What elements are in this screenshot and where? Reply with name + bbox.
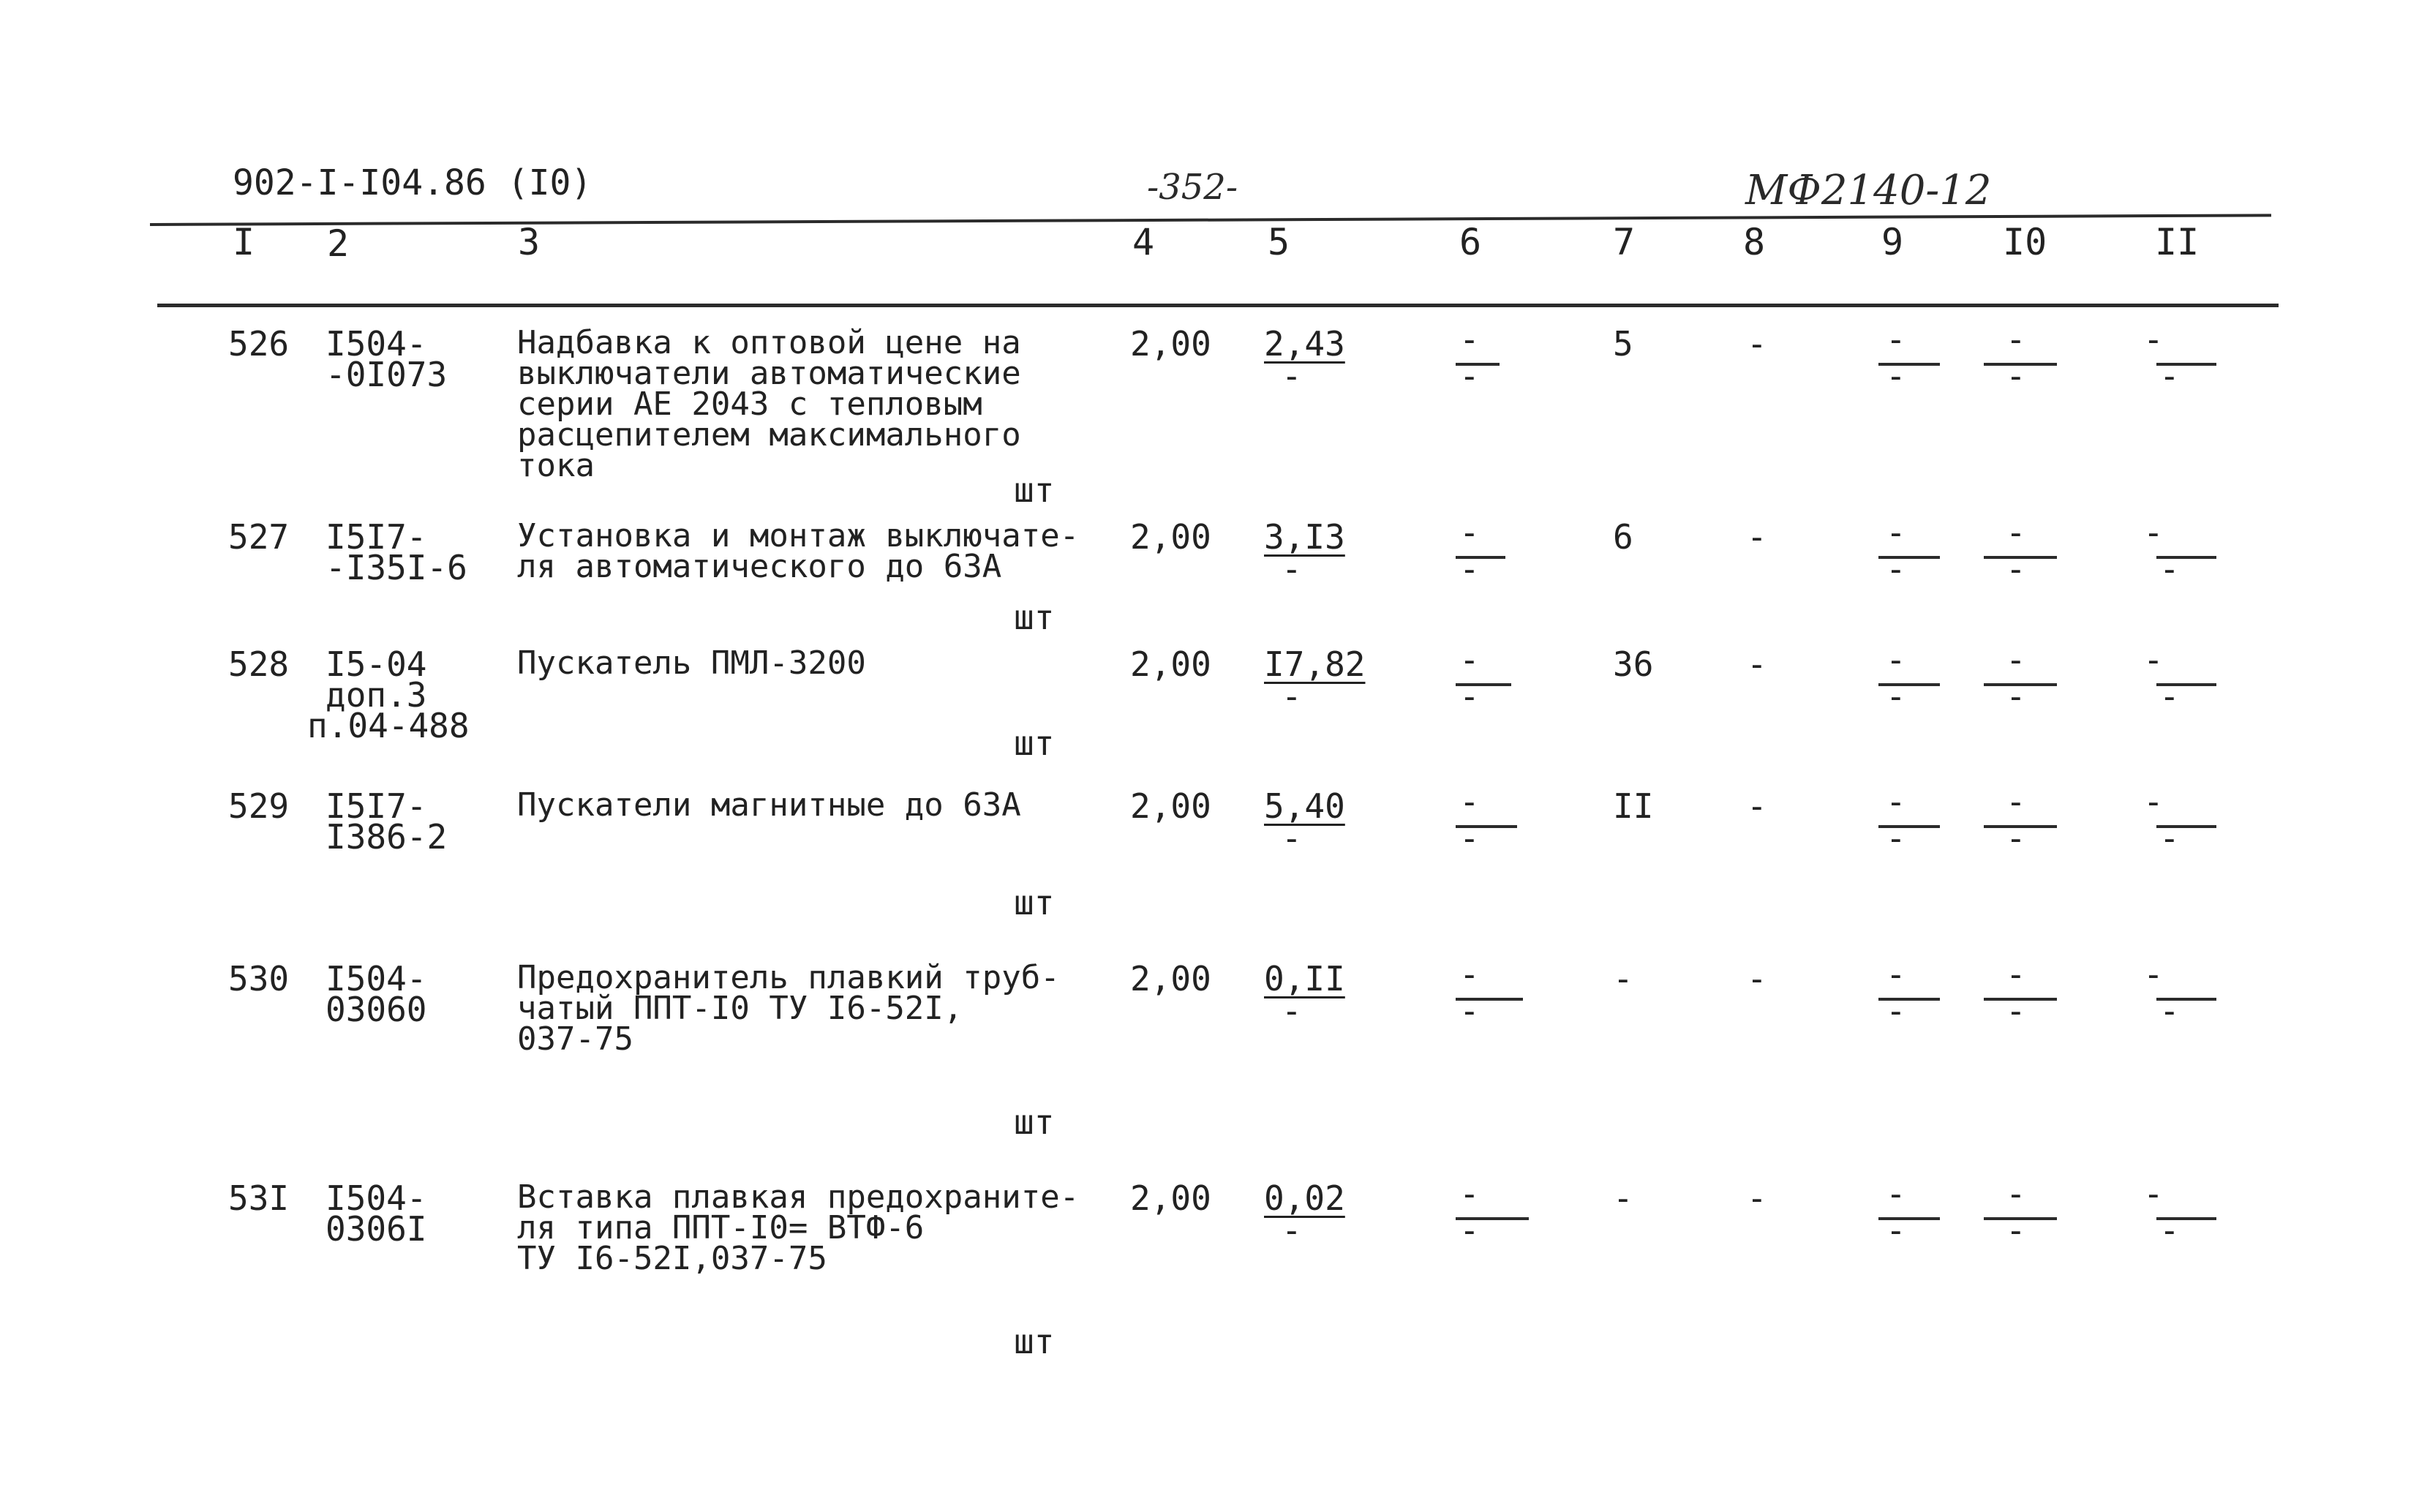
row-price-sub: -: [1282, 549, 1302, 589]
row-col9: -: [1886, 320, 1906, 359]
row-unit: шт: [1014, 598, 1055, 637]
column-header: 8: [1743, 221, 1766, 263]
row-unit: шт: [1014, 1322, 1055, 1361]
row-col9: -: [1886, 513, 1906, 552]
row-unit: шт: [1014, 883, 1055, 922]
row-col8: -: [1747, 786, 1767, 826]
row-col7: II: [1613, 786, 1654, 826]
row-col11: -: [2143, 640, 2164, 680]
row-col7: 6: [1613, 517, 1633, 557]
row-name-line: Установка и монтаж выключате-: [517, 517, 1080, 554]
row-quantity: 2,00: [1130, 324, 1211, 364]
row-col6-sub: -: [1459, 549, 1480, 589]
row-name-line: ля автоматического до 63А: [517, 548, 1002, 585]
row-name-line: расцепителем максимального: [517, 416, 1021, 454]
row-col9-sub: -: [1886, 991, 1906, 1031]
row-col11-sub: -: [2159, 356, 2180, 396]
row-name-line: Пускатель ПМЛ-3200: [517, 644, 866, 682]
row-code-line: I5-04: [326, 644, 427, 684]
row-code-line: I504-: [326, 959, 427, 998]
row-col9-sub: -: [1886, 819, 1906, 858]
row-code-line: п.04-488: [307, 706, 470, 745]
row-number: 528: [228, 644, 290, 684]
row-name-line: серии АЕ 2043 с тепловым: [517, 385, 982, 423]
row-name-line: 037-75: [517, 1020, 633, 1058]
row-col10-sub: -: [2006, 356, 2026, 396]
row-col6-sub: -: [1459, 991, 1480, 1031]
row-col11: -: [2143, 320, 2164, 359]
row-number: 530: [228, 959, 290, 998]
row-name-line: Надбавка к оптовой цене на: [517, 324, 1021, 361]
row-col9: -: [1886, 1174, 1906, 1214]
row-quantity: 2,00: [1130, 644, 1211, 684]
row-name-line: тока: [517, 447, 595, 484]
row-col6: -: [1459, 513, 1480, 552]
row-col6: -: [1459, 640, 1480, 680]
row-quantity: 2,00: [1130, 786, 1211, 826]
row-price-sub: -: [1282, 1211, 1302, 1250]
row-col9-sub: -: [1886, 677, 1906, 716]
row-col10: -: [2006, 782, 2026, 821]
row-code-line: I5I7-: [326, 517, 427, 557]
row-col8: -: [1747, 517, 1767, 557]
row-col11-sub: -: [2159, 677, 2180, 716]
row-col7: -: [1613, 1178, 1633, 1218]
row-col9-sub: -: [1886, 1211, 1906, 1250]
row-col10: -: [2006, 320, 2026, 359]
row-code-line: I504-: [326, 324, 427, 364]
header-top-rule: [150, 214, 2271, 226]
column-header: 4: [1132, 221, 1155, 263]
column-header: 9: [1881, 221, 1904, 263]
row-number: 527: [228, 517, 290, 557]
row-col8: -: [1747, 959, 1767, 998]
column-header: I0: [2003, 221, 2047, 263]
row-col6: -: [1459, 955, 1480, 994]
row-col9-sub: -: [1886, 549, 1906, 589]
row-quantity: 2,00: [1130, 517, 1211, 557]
row-col10-sub: -: [2006, 549, 2026, 589]
row-price: 2,43: [1264, 324, 1345, 364]
row-col6-sub: -: [1459, 1211, 1480, 1250]
row-number: 529: [228, 786, 290, 826]
row-number: 53I: [228, 1178, 290, 1218]
row-code-line: -I35I-6: [326, 548, 467, 587]
row-col10: -: [2006, 1174, 2026, 1214]
row-unit: шт: [1014, 1102, 1055, 1142]
row-price: 0,02: [1264, 1178, 1345, 1218]
row-name-line: Вставка плавкая предохраните-: [517, 1178, 1080, 1216]
row-col11-sub: -: [2159, 991, 2180, 1031]
row-price-sub: -: [1282, 991, 1302, 1031]
row-col10-sub: -: [2006, 1211, 2026, 1250]
row-price-sub: -: [1282, 819, 1302, 858]
row-col11-sub: -: [2159, 549, 2180, 589]
row-col8: -: [1747, 324, 1767, 364]
row-number: 526: [228, 324, 290, 364]
row-col10-sub: -: [2006, 991, 2026, 1031]
row-col8: -: [1747, 1178, 1767, 1218]
row-name-line: выключатели автоматические: [517, 355, 1021, 392]
column-header: 3: [518, 221, 541, 263]
row-col6: -: [1459, 782, 1480, 821]
row-name-line: ля типа ППТ-I0= ВТФ-6: [517, 1209, 925, 1246]
column-header: 2: [327, 222, 350, 265]
row-col7: -: [1613, 959, 1633, 998]
row-col6-sub: -: [1459, 819, 1480, 858]
page-number: -352-: [1147, 167, 1238, 208]
row-code-line: доп.3: [326, 675, 427, 715]
row-col10: -: [2006, 640, 2026, 680]
stamp-number: МФ2140-12: [1745, 167, 1992, 214]
row-price: 5,40: [1264, 786, 1345, 826]
row-price: 3,I3: [1264, 517, 1345, 557]
row-unit: шт: [1014, 470, 1055, 510]
row-quantity: 2,00: [1130, 1178, 1211, 1218]
column-header: 7: [1613, 221, 1636, 263]
row-col9: -: [1886, 640, 1906, 680]
row-unit: шт: [1014, 723, 1055, 763]
row-col8: -: [1747, 644, 1767, 684]
row-col10: -: [2006, 513, 2026, 552]
row-code-line: 03060: [326, 990, 427, 1029]
row-code-line: -0I073: [326, 355, 448, 394]
row-col10-sub: -: [2006, 677, 2026, 716]
row-name-line: чатый ППТ-I0 ТУ I6-52I,: [517, 990, 963, 1027]
row-price-sub: -: [1282, 356, 1302, 396]
row-col11: -: [2143, 955, 2164, 994]
row-col7: 5: [1613, 324, 1633, 364]
row-price: 0,II: [1264, 959, 1345, 998]
header-bottom-rule: [157, 304, 2279, 307]
row-name-line: Пускатели магнитные до 63А: [517, 786, 1021, 824]
row-col9-sub: -: [1886, 356, 1906, 396]
row-col11-sub: -: [2159, 1211, 2180, 1250]
row-col6-sub: -: [1459, 356, 1480, 396]
row-col6-sub: -: [1459, 677, 1480, 716]
row-code-line: I5I7-: [326, 786, 427, 826]
row-col9: -: [1886, 782, 1906, 821]
row-col9: -: [1886, 955, 1906, 994]
row-col11: -: [2143, 782, 2164, 821]
row-code-line: I386-2: [326, 817, 448, 857]
document-code: 902-I-I04.86 (I0): [233, 162, 592, 203]
column-header: 6: [1459, 221, 1482, 263]
row-col11: -: [2143, 513, 2164, 552]
row-code-line: I504-: [326, 1178, 427, 1218]
column-header: 5: [1268, 221, 1290, 263]
row-col11: -: [2143, 1174, 2164, 1214]
row-price: I7,82: [1264, 644, 1366, 684]
column-header: II: [2155, 221, 2200, 263]
row-col7: 36: [1613, 644, 1654, 684]
row-price-sub: -: [1282, 677, 1302, 716]
row-code-line: 0306I: [326, 1209, 427, 1249]
row-col10: -: [2006, 955, 2026, 994]
column-header: I: [233, 221, 255, 263]
row-col10-sub: -: [2006, 819, 2026, 858]
row-name-line: Предохранитель плавкий труб-: [517, 959, 1060, 996]
row-col11-sub: -: [2159, 819, 2180, 858]
row-quantity: 2,00: [1130, 959, 1211, 998]
row-col6: -: [1459, 320, 1480, 359]
row-name-line: ТУ I6-52I,037-75: [517, 1240, 827, 1277]
row-col6: -: [1459, 1174, 1480, 1214]
